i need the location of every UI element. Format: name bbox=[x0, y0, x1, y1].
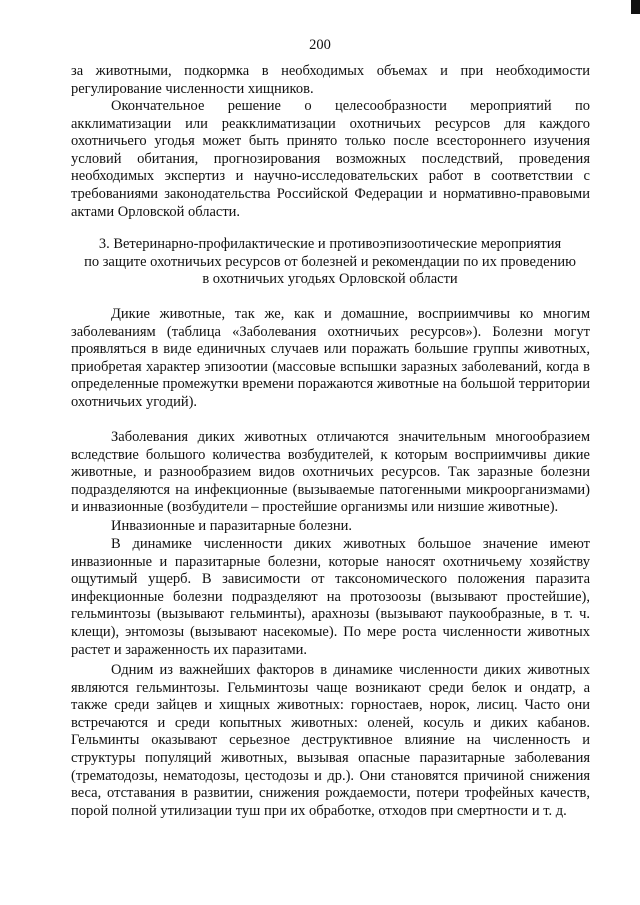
section-heading-line-3: в охотничьих угодьях Орловской области bbox=[202, 271, 458, 288]
paragraph-5-subheading: Инвазионные и паразитарные болезни. bbox=[111, 518, 353, 534]
paragraph-7: Одним из важнейших факторов в динамике численности диких животных являются гельминтозы. Гельминтозы чаще возникают среди белок и ондатр, а также среди зайцев и хищных животных: горностаев, норок, лисиц. Часто они встречаются и среди копытных животных: оленей, косуль и диких кабанов. Гельминты оказывают серьезное деструктивное влияние на численность и структуры популяций животных, вызывая опасные паразитарные заболевания (трематодозы, нематодозы, цестодозы и др.). Они становятся причиной снижения веса, отставания в развитии, снижения рождаемости, потери трофейных качеств, порой полной утилизации туш при их обработке, отходов при смертности и т. д. bbox=[71, 662, 590, 819]
paragraph-6: В динамике численности диких животных большое значение имеют инвазионные и паразитарные болезни, которые наносят охотничьему хозяйству ощутимый ущерб. В зависимости от таксономического положения паразита инфекционные болезни подразделяют на протозоозы (вызывают простейшие), гельминтозы (вызывают гельминты), арахнозы (вызывают паукообразные, в т. ч. клещи), энтомозы (вызывают насекомые). По мере роста численности животных растет и зараженность их паразитами. bbox=[71, 536, 590, 658]
paragraph-1: за животными, подкормка в необходимых объемах и при необходимости регулирование численности хищников. bbox=[71, 63, 590, 97]
section-heading-line-2: по защите охотничьих ресурсов от болезней и рекомендации по их проведению bbox=[84, 253, 576, 270]
section-heading-line-1: 3. Ветеринарно-профилактические и противоэпизоотические мероприятия bbox=[98, 236, 562, 252]
paragraph-4: Заболевания диких животных отличаются значительным многообразием вследствие большого количества возбудителей, к которым восприимчивы дикие животные, и разнообразием видов охотничьих ресурсов. Так заразные болезни подразделяются на инфекционные (вызываемые патогенными микроорганизмами) и инвазионные (возбудители – простейшие организмы или низшие животные). bbox=[71, 429, 590, 516]
paragraph-3: Дикие животные, так же, как и домашние, восприимчивы ко многим заболеваниям (таблица «Заболевания охотничьих ресурсов»). Болезни могут проявляться в виде единичных случаев или поражать большие группы животных, приобретая характер эпизоотии (массовые вспышки заразных заболеваний, когда в определенные промежутки времени поражаются животные на большой территории охотничьих угодий). bbox=[71, 306, 590, 410]
scan-corner-mark bbox=[631, 0, 640, 14]
page-number: 200 bbox=[309, 37, 331, 53]
section-heading bbox=[62, 236, 598, 289]
paragraph-2: Окончательное решение о целесообразности мероприятий по акклиматизации или реакклиматизации охотничьих ресурсов для каждого охотничьего угодья может быть принято только после всестороннего изучения условий обитания, прогнозирования возможных последствий, проведения необходимых экспертиз и научно-исследовательских работ в соответствии с требованиями законодательства Российской Федерации и нормативно-правовыми актами Орловской области. bbox=[71, 98, 590, 220]
